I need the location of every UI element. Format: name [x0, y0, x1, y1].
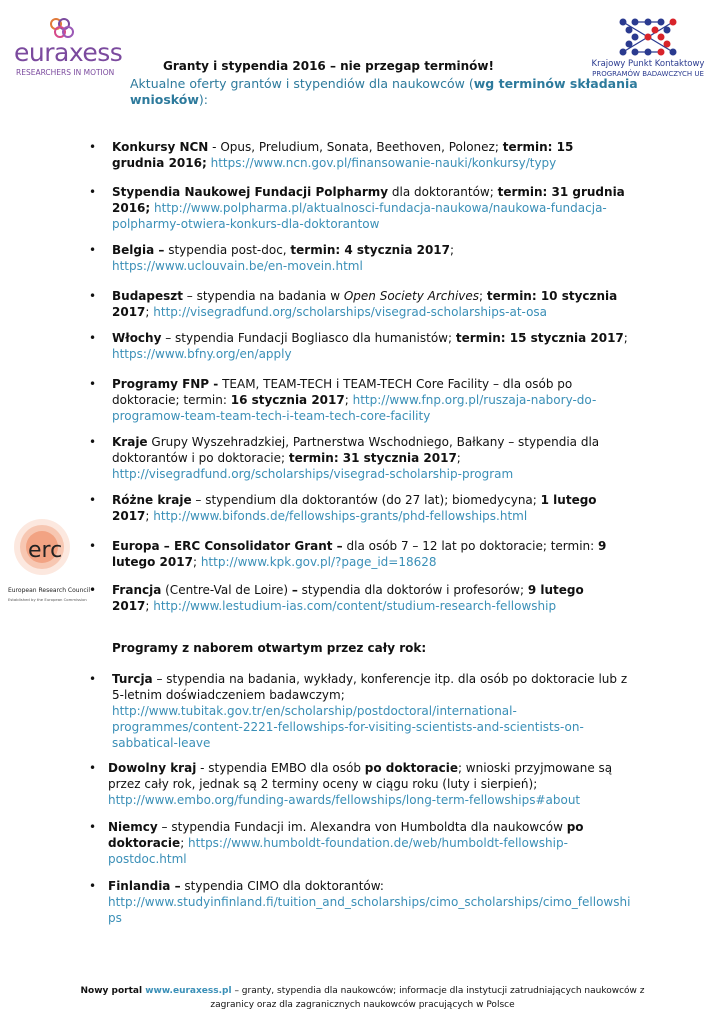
erc-name: European Research Council: [8, 587, 91, 594]
list-item: Dowolny kraj - stypendia EMBO dla osób po doktoracie; wnioski przyjmowane są przez cały rok, jednak są 2 terminy oceny w ciągu roku (luty i sierpień); http://www.embo.org/funding-awards/fellowships/long-term-fellowships#about: [108, 761, 613, 807]
item-link[interactable]: http://visegradfund.org/scholarships/visegrad-scholarship-program: [112, 467, 514, 481]
bullet: •: [89, 583, 97, 597]
item-link[interactable]: https://www.bfny.org/en/apply: [112, 347, 292, 361]
kpk-name: Krajowy Punkt Kontaktowy: [591, 59, 705, 69]
item-link[interactable]: https://www.uclouvain.be/en-movein.html: [112, 259, 363, 273]
section-title: Programy z naborem otwartym przez cały rok:: [112, 641, 427, 655]
list-item: Belgia – stypendia post-doc, termin: 4 stycznia 2017; https://www.uclouvain.be/en-movein.html: [112, 243, 455, 273]
item-link[interactable]: http://www.lestudium-ias.com/content/studium-research-fellowship: [149, 599, 557, 613]
euraxess-wordmark: euraxess: [14, 38, 123, 67]
bullet: •: [89, 539, 97, 553]
footer: Nowy portal www.euraxess.pl – granty, stypendia dla naukowców; informacje dla instytucji zatrudniających naukowców z zagranicy oraz dla zagranicznych naukowców pracujących w Polsce: [80, 986, 645, 1010]
bullet: •: [89, 761, 97, 775]
list-item: Francja (Centre-Val de Loire) – stypendia dla doktorów i profesorów; 9 lutego 2017; http://www.lestudium-ias.com/content/studium-research-fellowship: [112, 583, 584, 613]
list-item: Europa – ERC Consolidator Grant – dla osób 7 – 12 lat po doktoracie; termin: 9 lutego 2017; http://www.kpk.gov.pl/?page_id=18628: [112, 539, 607, 569]
bullet: •: [89, 435, 97, 449]
list-item: Stypendia Naukowej Fundacji Polpharmy dla doktorantów; termin: 31 grudnia 2016; http://www.polpharma.pl/aktualnosci-fundacja-naukowa/naukowa-fundacja-polpharmy-otwiera-konkurs-dla-doktorantow: [112, 185, 625, 231]
bullet: •: [89, 289, 97, 303]
kpk-molecule-icon: [583, 14, 713, 60]
item-link[interactable]: http://visegradfund.org/scholarships/visegrad-scholarships-at-osa: [149, 305, 548, 319]
page-title: Granty i stypendia 2016 – nie przegap terminów!: [163, 59, 494, 73]
bullet: •: [89, 331, 97, 345]
euraxess-tagline: RESEARCHERS IN MOTION: [16, 68, 115, 77]
list-item: Programy FNP - TEAM, TEAM-TECH i TEAM-TECH Core Facility – dla osób po doktoracie; termin: 16 stycznia 2017; http://www.fnp.org.pl/ruszaja-nabory-do-programow-team-team-tech-i-team-tech-core-facility: [112, 377, 597, 423]
item-link[interactable]: http://www.embo.org/funding-awards/fellowships/long-term-fellowships#about: [108, 793, 581, 807]
list-item: Kraje Grupy Wyszehradzkiej, Partnerstwa Wschodniego, Bałkany – stypendia dla doktorantów i po doktoracie; termin: 31 stycznia 2017; http://visegradfund.org/scholarships/visegrad-scholarship-program: [112, 435, 600, 481]
kpk-logo: [583, 14, 713, 80]
erc-sub: Established by the European Commission: [8, 597, 87, 602]
item-link[interactable]: http://www.fnp.org.pl/ruszaja-nabory-do-programow-team-team-tech-i-team-tech-core-facility: [112, 393, 597, 423]
list-item: Konkursy NCN - Opus, Preludium, Sonata, Beethoven, Polonez; termin: 15 grudnia 2016; https://www.ncn.gov.pl/finansowanie-nauki/konkursy/typy: [112, 140, 574, 170]
item-link[interactable]: http://www.polpharma.pl/aktualnosci-fundacja-naukowa/naukowa-fundacja-polpharmy-otwiera-konkurs-dla-doktorantow: [112, 201, 607, 231]
erc-mark: erc: [28, 538, 63, 563]
item-link[interactable]: https://www.humboldt-foundation.de/web/humboldt-fellowship-postdoc.html: [108, 836, 568, 866]
item-link[interactable]: https://www.ncn.gov.pl/finansowanie-nauki/konkursy/typy: [206, 156, 557, 170]
item-link[interactable]: http://www.bifonds.de/fellowships-grants/phd-fellowships.html: [149, 509, 528, 523]
page-subtitle: Aktualne oferty grantów i stypendiów dla naukowców (wg terminów składania wniosków):: [130, 76, 638, 107]
list-item: Budapeszt – stypendia na badania w Open Society Archives; termin: 10 stycznia 2017; http://visegradfund.org/scholarships/visegrad-scholarships-at-osa: [112, 289, 618, 319]
list-item: Niemcy – stypendia Fundacji im. Alexandra von Humboldta dla naukowców po doktoracie; https://www.humboldt-foundation.de/web/humboldt-fellowship-postdoc.html: [108, 820, 584, 866]
bullet: •: [89, 377, 97, 391]
item-link[interactable]: http://www.tubitak.gov.tr/en/scholarship/postdoctoral/international-programmes/content-2221-fellowships-for-visiting-scientists-and-scientists-on-sabbatical-leave: [112, 704, 584, 750]
list-item: Finlandia – stypendia CIMO dla doktorantów: http://www.studyinfinland.fi/tuition_and_scholarships/cimo_scholarships/cimo_fellowships: [108, 879, 631, 925]
footer-link[interactable]: www.euraxess.pl: [145, 986, 232, 996]
item-link[interactable]: http://www.studyinfinland.fi/tuition_and_scholarships/cimo_scholarships/cimo_fellowships: [108, 895, 631, 925]
bullet: •: [89, 879, 97, 893]
kpk-subname: PROGRAMÓW BADAWCZYCH UE: [592, 70, 704, 78]
list-item: Włochy – stypendia Fundacji Bogliasco dla humanistów; termin: 15 stycznia 2017; https://www.bfny.org/en/apply: [112, 331, 628, 361]
euraxess-logo: [12, 14, 123, 78]
bullet: •: [89, 493, 97, 507]
list-item: Różne kraje – stypendium dla doktorantów (do 27 lat); biomedycyna; 1 lutego 2017; http://www.bifonds.de/fellowships-grants/phd-fellowships.html: [112, 493, 597, 523]
bullet: •: [89, 820, 97, 834]
bullet: •: [89, 243, 97, 257]
erc-dots-icon: [8, 515, 88, 590]
item-link[interactable]: http://www.kpk.gov.pl/?page_id=18628: [197, 555, 437, 569]
bullet: •: [89, 185, 97, 199]
bullet: •: [89, 672, 97, 686]
erc-logo: [8, 515, 91, 615]
list-item: Turcja – stypendia na badania, wykłady, konferencje itp. dla osób po doktoracie lub z 5-letnim doświadczeniem badawczym; http://www.tubitak.gov.tr/en/scholarship/postdoctoral/international-programmes/content-2221-fellowships-for-visiting-scientists-and-scientists-on-sabbatical-leave: [112, 672, 628, 750]
bullet: •: [89, 140, 97, 154]
